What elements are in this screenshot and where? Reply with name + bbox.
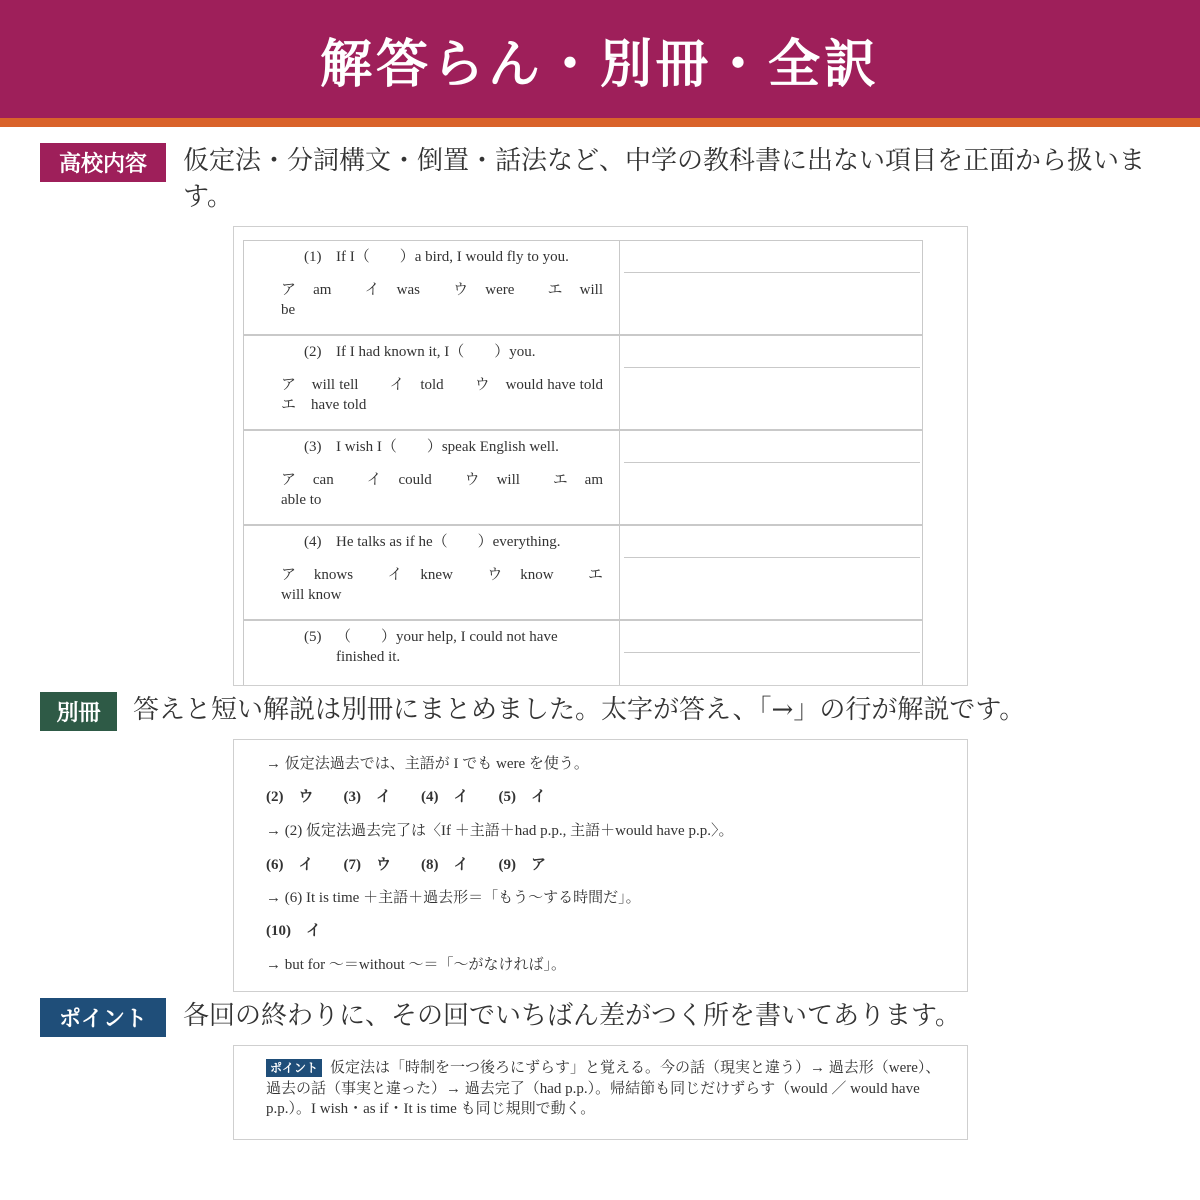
exercise-number: (5) xyxy=(304,629,322,645)
exercise-row xyxy=(243,430,923,525)
answer-writing-line[interactable] xyxy=(624,367,920,368)
exercise-number: (3) xyxy=(304,439,322,455)
exercise-options: ア will tell イ told ウ would have told エ have told xyxy=(281,377,634,413)
exercise-question-cell xyxy=(244,336,634,429)
bessatsu-tag: 別冊 xyxy=(40,692,117,731)
exercise-number: (1) xyxy=(304,249,322,265)
point-description: 各回の終わりに、その回でいちばん差がつく所を書いてあります。 xyxy=(183,1001,961,1031)
exercise-question-text: If I（ ）a bird, I would fly to you. xyxy=(336,249,569,265)
answer-line: (6) イ (7) ウ (8) イ (9) ア xyxy=(266,857,546,873)
exercise-question-text: If I had known it, I（ ）you. xyxy=(336,344,536,360)
header-banner xyxy=(0,0,1200,118)
answer-line: → but for ～＝without ～＝「～がなければ」。 xyxy=(266,957,566,973)
exercise-row xyxy=(243,240,923,335)
exercise-options: ア can イ could ウ will エ am able to xyxy=(281,472,603,508)
exercise-row xyxy=(243,335,923,430)
header-stripe xyxy=(0,118,1200,127)
exercise-question xyxy=(304,247,616,267)
answer-line: (2) ウ (3) イ (4) イ (5) イ xyxy=(266,789,546,805)
exercise-question xyxy=(304,437,616,457)
bessatsu-description: 答えと短い解説は別冊にまとめました。太字が答え、「→」の行が解説です。 xyxy=(133,695,1026,725)
exercise-question-text: He talks as if he（ ）everything. xyxy=(336,534,561,550)
point-text: 仮定法は「時制を一つ後ろにずらす」と覚える。今の話（現実と違う）→ 過去形（were）、過去の話（事実と違った）→ 過去完了（had p.p.）。帰結節も同じだけずらす（would ／ would have p.p.）。I wish・as if・It is time も同じ規則で動く。 xyxy=(266,1060,941,1117)
exercise-row xyxy=(243,620,923,686)
exercise-options: ア knows イ knew ウ know エ will know xyxy=(281,567,619,603)
answer-panel xyxy=(233,739,968,992)
point-badge: ポイント xyxy=(266,1059,322,1077)
exercise-question xyxy=(304,532,616,552)
exercise-question-text: （ ）your help, I could not have finished it. xyxy=(336,629,558,665)
answer-line: → (6) It is time ＋主語＋過去形＝「もう～する時間だ」。 xyxy=(266,890,641,906)
point-tag: ポイント xyxy=(40,998,166,1037)
exercise-question-cell xyxy=(244,241,620,334)
exercise-question-cell xyxy=(244,431,620,524)
exercise-number: (2) xyxy=(304,344,322,360)
page-title: 解答らん・別冊・全訳 xyxy=(319,34,880,95)
exercise-number: (4) xyxy=(304,534,322,550)
exercise-question-cell xyxy=(244,526,620,619)
exercise-options: ア am イ was ウ were エ will be xyxy=(281,282,603,318)
exercise-panel xyxy=(233,226,968,686)
answer-writing-line[interactable] xyxy=(624,652,920,653)
exercise-question-text: I wish I（ ）speak English well. xyxy=(336,439,559,455)
point-panel xyxy=(233,1045,968,1140)
answer-writing-line[interactable] xyxy=(624,462,920,463)
answer-writing-line[interactable] xyxy=(624,557,920,558)
answer-line: → (2) 仮定法過去完了は〈If ＋主語＋had p.p., 主語＋would have p.p.〉。 xyxy=(266,823,734,839)
high-school-description: 仮定法・分詞構文・倒置・話法など、中学の教科書に出ない項目を正面から扱います。 xyxy=(183,146,1146,212)
answer-line: (10) イ xyxy=(266,923,321,939)
exercise-question-cell xyxy=(244,621,620,686)
answer-writing-line[interactable] xyxy=(624,272,920,273)
exercise-question xyxy=(304,342,616,362)
answer-line: → 仮定法過去では、主語が I でも were を使う。 xyxy=(266,756,589,772)
exercise-question xyxy=(304,627,604,667)
exercise-row xyxy=(243,525,923,620)
high-school-tag: 高校内容 xyxy=(40,143,166,182)
point-box xyxy=(266,1058,946,1120)
